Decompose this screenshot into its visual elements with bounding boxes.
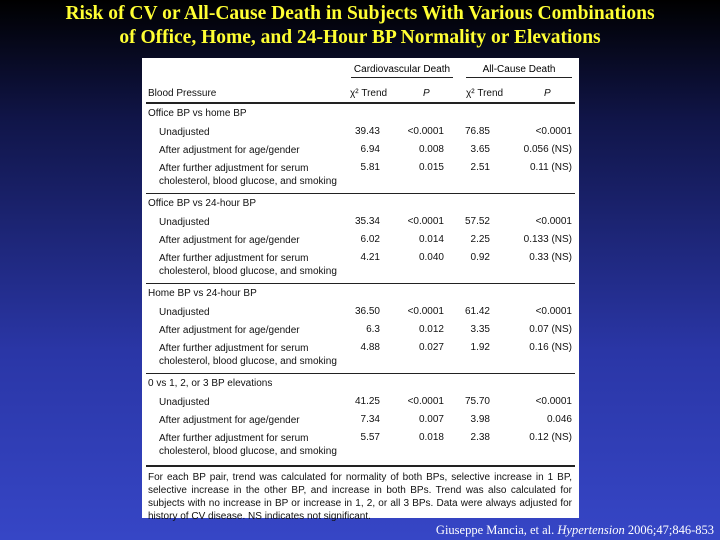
cv-trend-cell: 4.21 — [360, 252, 380, 263]
group-underline-cv — [351, 77, 453, 78]
group-underline-all — [466, 77, 572, 78]
table-body — [146, 104, 575, 463]
cv-p-cell: <0.0001 — [407, 216, 444, 227]
cv-trend-cell: 6.94 — [360, 144, 380, 155]
all-trend-cell: 2.38 — [470, 432, 490, 443]
table-row — [146, 410, 575, 428]
column-header-cv-trend: χ² Trend — [350, 88, 388, 99]
all-p-cell: 0.07 (NS) — [529, 324, 572, 335]
row-label-line: After adjustment for age/gender — [159, 415, 300, 426]
cv-p-cell: 0.012 — [418, 324, 444, 335]
table-footnote: For each BP pair, trend was calculated for normality of both BPs, selective increase in 1 BP, selective increase in the other BP, and increase in both BPs. Trend was also calculated for subjects with no increase in BP or increase in 1, 2, or all 3 BPs. Data were always adjusted for history of CV disease. NS indicates not significant. — [148, 472, 572, 522]
all-p-cell: 0.12 (NS) — [529, 432, 572, 443]
all-p-cell: 0.16 (NS) — [529, 342, 572, 353]
title-line-1: Risk of CV or All-Cause Death in Subjects With Various Combinations — [65, 3, 655, 24]
column-header-all-p: P — [544, 88, 551, 99]
group-header-row — [146, 58, 575, 79]
table-row — [146, 230, 575, 248]
table-row — [146, 140, 575, 158]
cv-trend-cell: 7.34 — [360, 414, 380, 425]
row-label-line: After further adjustment for serum — [159, 433, 309, 444]
row-label-line: After adjustment for age/gender — [159, 325, 300, 336]
citation-authors: Giuseppe Mancia, et al. — [435, 523, 555, 537]
all-trend-cell: 1.92 — [470, 342, 490, 353]
cv-p-cell: <0.0001 — [407, 306, 444, 317]
cv-p-cell: 0.015 — [418, 162, 444, 173]
row-label-line: After further adjustment for serum — [159, 163, 309, 174]
all-p-cell: 0.046 — [546, 414, 572, 425]
cv-trend-cell: 35.34 — [354, 216, 380, 227]
row-label-line: cholesterol, blood glucose, and smoking — [159, 176, 337, 187]
citation-ref: 2006;47;846-853 — [627, 523, 714, 537]
all-trend-cell: 2.25 — [470, 234, 490, 245]
table-row — [146, 212, 575, 230]
table-row — [146, 392, 575, 410]
cv-trend-cell: 5.81 — [360, 162, 380, 173]
all-trend-cell: 2.51 — [470, 162, 490, 173]
all-p-cell: 0.11 (NS) — [529, 162, 572, 173]
cv-trend-cell: 39.43 — [354, 126, 380, 137]
row-label-line: Unadjusted — [159, 397, 210, 408]
title-line-2: of Office, Home, and 24-Hour BP Normality or Elevations — [119, 27, 601, 48]
section-label: 0 vs 1, 2, or 3 BP elevations — [148, 378, 273, 389]
cv-p-cell: 0.027 — [418, 342, 444, 353]
cv-p-cell: <0.0001 — [407, 396, 444, 407]
all-p-cell: <0.0001 — [535, 396, 572, 407]
table-row — [146, 248, 575, 283]
section-label: Home BP vs 24-hour BP — [148, 288, 257, 299]
all-trend-cell: 76.85 — [464, 126, 490, 137]
group-header-all: All-Cause Death — [482, 64, 556, 75]
row-label-line: Unadjusted — [159, 127, 210, 138]
all-p-cell: <0.0001 — [535, 306, 572, 317]
cv-p-cell: 0.014 — [418, 234, 444, 245]
column-header-all-trend: χ² Trend — [466, 88, 504, 99]
all-trend-cell: 61.42 — [464, 306, 490, 317]
table-row — [146, 320, 575, 338]
all-trend-cell: 3.35 — [470, 324, 490, 335]
all-trend-cell: 57.52 — [464, 216, 490, 227]
table-row — [146, 158, 575, 193]
table-row — [146, 428, 575, 463]
row-label-line: After adjustment for age/gender — [159, 145, 300, 156]
section-header — [146, 374, 575, 392]
all-p-cell: 0.133 (NS) — [523, 234, 572, 245]
column-header-cv-p: P — [423, 88, 430, 99]
cv-trend-cell: 41.25 — [354, 396, 380, 407]
row-label-line: Unadjusted — [159, 307, 210, 318]
cv-trend-cell: 5.57 — [360, 432, 380, 443]
all-trend-cell: 75.70 — [464, 396, 490, 407]
all-trend-cell: 0.92 — [470, 252, 490, 263]
citation-journal: Hypertension — [557, 523, 625, 537]
cv-trend-cell: 4.88 — [360, 342, 380, 353]
section-header — [146, 284, 575, 302]
cv-p-cell: <0.0001 — [407, 126, 444, 137]
citation — [436, 523, 714, 538]
all-p-cell: <0.0001 — [535, 216, 572, 227]
row-label-line: cholesterol, blood glucose, and smoking — [159, 266, 337, 277]
table-row — [146, 338, 575, 373]
table-row — [146, 122, 575, 140]
cv-p-cell: 0.008 — [418, 144, 444, 155]
group-header-cv: Cardiovascular Death — [353, 64, 451, 75]
cv-p-cell: 0.040 — [418, 252, 444, 263]
row-label-line: After further adjustment for serum — [159, 253, 309, 264]
cv-trend-cell: 36.50 — [354, 306, 380, 317]
column-header-row — [146, 79, 575, 102]
section-label: Office BP vs home BP — [148, 108, 247, 119]
column-header-blood-pressure: Blood Pressure — [148, 88, 217, 99]
section-label: Office BP vs 24-hour BP — [148, 198, 257, 209]
row-label-line: After further adjustment for serum — [159, 343, 309, 354]
cv-p-cell: 0.007 — [418, 414, 444, 425]
row-label-line: cholesterol, blood glucose, and smoking — [159, 356, 337, 367]
cv-trend-cell: 6.02 — [360, 234, 380, 245]
all-trend-cell: 3.65 — [470, 144, 490, 155]
table-row — [146, 302, 575, 320]
cv-p-cell: 0.018 — [418, 432, 444, 443]
all-p-cell: 0.056 (NS) — [523, 144, 572, 155]
all-trend-cell: 3.98 — [470, 414, 490, 425]
slide-title — [0, 2, 720, 50]
row-label-line: cholesterol, blood glucose, and smoking — [159, 446, 337, 457]
row-label-line: After adjustment for age/gender — [159, 235, 300, 246]
cv-trend-cell: 6.3 — [366, 324, 380, 335]
all-p-cell: <0.0001 — [535, 126, 572, 137]
section-header — [146, 104, 575, 122]
section-header — [146, 194, 575, 212]
row-label-line: Unadjusted — [159, 217, 210, 228]
all-p-cell: 0.33 (NS) — [529, 252, 572, 263]
table-panel — [142, 58, 579, 522]
